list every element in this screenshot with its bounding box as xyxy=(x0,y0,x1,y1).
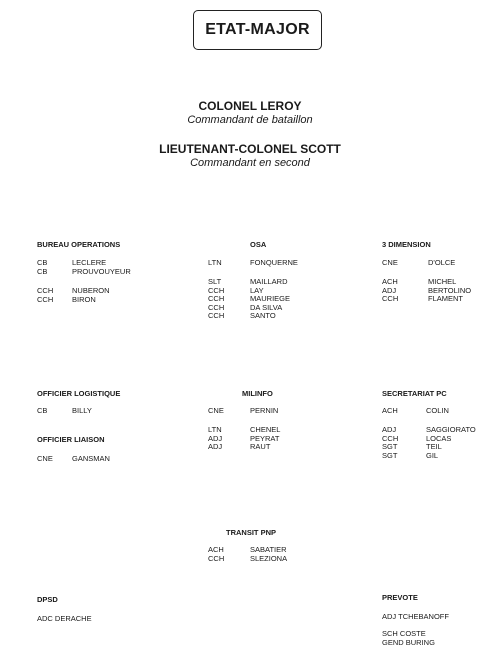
rank: ADJ xyxy=(382,285,397,295)
section-title-prevote: PREVOTE xyxy=(382,593,418,602)
rank: CCH xyxy=(208,285,225,295)
person-name: MICHEL xyxy=(428,277,457,286)
rank: ADJ xyxy=(208,442,223,451)
prevote-member: SCH COSTE xyxy=(382,629,426,638)
deputy-commander-role: Commandant en second xyxy=(190,157,310,169)
officier-logistique-group xyxy=(37,407,92,416)
personnel-row xyxy=(208,407,278,416)
person-name: BILLY xyxy=(72,406,92,415)
personnel-row xyxy=(382,259,455,268)
personnel-row xyxy=(208,259,298,268)
osa-group-1 xyxy=(208,259,298,268)
person-name: PROUVOUYEUR xyxy=(72,266,131,276)
person-name: MAILLARD xyxy=(250,277,288,286)
rank: ADJ xyxy=(382,425,397,434)
personnel-row xyxy=(208,555,287,564)
person-name: SABATIER xyxy=(250,545,287,554)
bureau-operations-group-2 xyxy=(37,287,110,304)
personnel-row xyxy=(37,268,131,277)
rank: SGT xyxy=(382,450,398,460)
rank: LTN xyxy=(208,258,222,267)
person-name: SANTO xyxy=(250,311,276,320)
personnel-row xyxy=(382,452,476,461)
prevote-group-2 xyxy=(382,630,435,647)
prevote-member: GEND BURING xyxy=(382,637,435,647)
person-name: RAUT xyxy=(250,442,271,451)
person-name: BIRON xyxy=(72,294,96,304)
person-name: TEIL xyxy=(426,442,442,451)
person-name: CHENEL xyxy=(250,425,281,434)
person-name: SLEZIONA xyxy=(250,553,288,563)
secretariat-pc-group-1 xyxy=(382,407,449,416)
person-name: DA SILVA xyxy=(250,302,283,312)
rank: ACH xyxy=(382,406,398,415)
rank: CCH xyxy=(208,302,225,312)
person-name: NUBERON xyxy=(72,286,110,295)
page-title: ETAT-MAJOR xyxy=(205,21,310,38)
rank: CCH xyxy=(208,294,225,303)
section-title-transit-pnp: TRANSIT PNP xyxy=(226,528,277,537)
rank: CCH xyxy=(208,553,225,563)
person-name: FLAMENT xyxy=(428,294,464,303)
rank: ADJ xyxy=(208,433,223,443)
person-name: PEYRAT xyxy=(250,433,280,443)
rank: CCH xyxy=(382,294,399,303)
personnel-row xyxy=(37,455,110,464)
rank: CNE xyxy=(37,454,53,463)
commander-name: COLONEL LEROY xyxy=(198,99,302,113)
section-title-osa: OSA xyxy=(250,240,267,249)
rank: CCH xyxy=(208,311,225,320)
rank: CCH xyxy=(37,286,54,295)
rank: SLT xyxy=(208,277,222,286)
section-title-3-dimension: 3 DIMENSION xyxy=(382,240,431,249)
dimension3-group-1 xyxy=(382,259,455,268)
section-title-secretariat-pc: SECRETARIAT PC xyxy=(382,389,447,398)
commander-role: Commandant de bataillon xyxy=(187,114,313,126)
section-title-milinfo: MILINFO xyxy=(242,389,273,398)
rank: SGT xyxy=(382,442,398,451)
rank: LTN xyxy=(208,425,222,434)
dimension3-group-2 xyxy=(382,278,471,304)
personnel-row xyxy=(382,407,449,416)
transit-pnp-group xyxy=(208,546,287,563)
person-name: PERNIN xyxy=(250,406,279,415)
person-name: LAY xyxy=(250,285,264,295)
rank: CCH xyxy=(37,294,54,304)
rank: CB xyxy=(37,266,48,276)
osa-group-2 xyxy=(208,278,290,321)
person-name: MAURIEGE xyxy=(250,294,291,303)
rank: ACH xyxy=(382,277,398,286)
person-name: GANSMAN xyxy=(72,454,110,463)
personnel-row xyxy=(382,295,471,304)
person-name: SAGGIORATO xyxy=(426,425,476,434)
person-name: FONQUERNE xyxy=(250,258,298,267)
personnel-row xyxy=(37,296,110,305)
person-name: BERTOLINO xyxy=(428,285,472,295)
page-title-box xyxy=(193,10,322,50)
deputy-commander-name: LIEUTENANT-COLONEL SCOTT xyxy=(159,142,341,156)
person-name: GIL xyxy=(426,450,439,460)
milinfo-group-1 xyxy=(208,407,278,416)
secretariat-pc-group-2 xyxy=(382,426,476,460)
rank: CB xyxy=(37,258,48,267)
personnel-row xyxy=(208,312,290,321)
personnel-row xyxy=(208,443,280,452)
person-name: D'OLCE xyxy=(428,258,456,267)
section-title-officier-liaison: OFFICIER LIAISON xyxy=(37,435,105,444)
person-name: COLIN xyxy=(426,406,449,415)
rank: CNE xyxy=(208,406,224,415)
section-title-bureau-operations: BUREAU OPERATIONS xyxy=(37,240,121,249)
rank: CNE xyxy=(382,258,398,267)
section-title-dpsd: DPSD xyxy=(37,595,58,604)
milinfo-group-2 xyxy=(208,426,280,452)
dpsd-member: ADC DERACHE xyxy=(37,614,92,623)
rank: CB xyxy=(37,406,48,415)
prevote-member: ADJ TCHEBANOFF xyxy=(382,612,449,621)
person-name: LOCAS xyxy=(426,433,452,443)
rank: CCH xyxy=(382,433,399,443)
officier-liaison-group xyxy=(37,455,110,464)
section-title-officier-logistique: OFFICIER LOGISTIQUE xyxy=(37,389,121,398)
rank: ACH xyxy=(208,545,224,554)
person-name: LECLERE xyxy=(72,258,107,267)
personnel-row xyxy=(37,407,92,416)
bureau-operations-group-1 xyxy=(37,259,131,276)
